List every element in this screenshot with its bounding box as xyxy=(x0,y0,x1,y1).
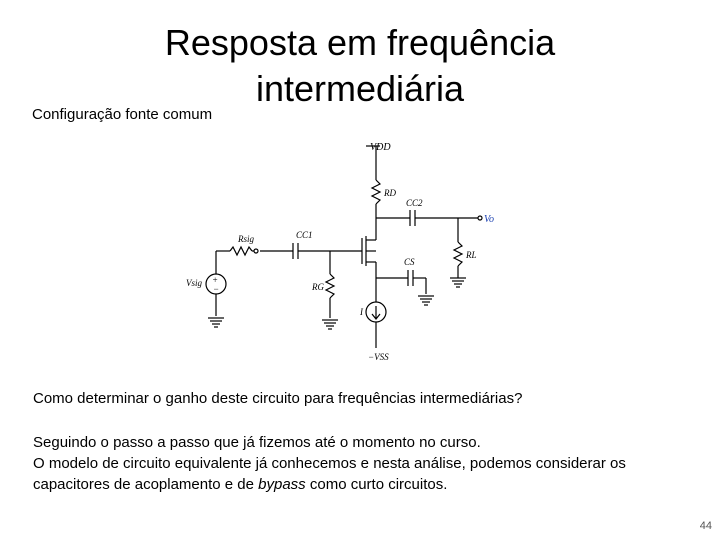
question-text: Como determinar o ganho deste circuito para frequências intermediárias? xyxy=(33,390,523,407)
label-vo: Vo xyxy=(484,214,494,225)
paragraph-line-2: O modelo de circuito equivalente já conhecemos e nesta análise, podemos considerar os xyxy=(33,455,626,472)
label-rg: RG xyxy=(312,282,324,292)
label-vss: −VSS xyxy=(368,352,389,362)
paragraph-line-1: Seguindo o passo a passo que já fizemos até o momento no curso. xyxy=(33,434,481,451)
rg-resistor xyxy=(326,274,334,298)
rsig-resistor xyxy=(230,247,252,255)
title-line-1: Resposta em frequência xyxy=(164,22,556,63)
vsig-minus-icon: − xyxy=(213,284,220,294)
label-rd: RD xyxy=(384,188,396,198)
paragraph-line-3 xyxy=(33,474,693,495)
paragraph-bypass-term: bypass xyxy=(258,476,306,493)
rl-resistor xyxy=(454,242,462,266)
label-i: I xyxy=(360,307,363,317)
ground-vsig xyxy=(208,318,224,327)
nmos-transistor xyxy=(362,232,376,288)
explanation-paragraph xyxy=(33,432,693,495)
label-rsig: Rsig xyxy=(238,234,255,244)
label-vdd: VDD xyxy=(370,142,391,153)
label-cs: CS xyxy=(404,257,415,267)
common-source-amplifier-diagram xyxy=(180,138,500,368)
label-rl: RL xyxy=(466,250,477,260)
ground-rg xyxy=(322,320,338,329)
slide-title xyxy=(80,20,640,112)
ground-cs xyxy=(418,296,434,305)
paragraph-line-3-a: capacitores de acoplamento e de xyxy=(33,476,259,493)
vo-terminal xyxy=(478,216,482,220)
input-terminal xyxy=(254,249,258,253)
label-vsig: Vsig xyxy=(186,278,203,288)
label-cc1: CC1 xyxy=(296,230,313,240)
page-number: 44 xyxy=(699,520,712,532)
ground-rl xyxy=(450,278,466,287)
paragraph-line-3-c: como curto circuitos. xyxy=(305,476,448,493)
title-line-2: intermediária xyxy=(255,68,465,109)
rd-resistor xyxy=(372,180,380,204)
vsig-plus-icon: + xyxy=(212,275,219,285)
label-cc2: CC2 xyxy=(406,198,423,208)
configuration-label: Configuração fonte comum xyxy=(32,106,213,123)
